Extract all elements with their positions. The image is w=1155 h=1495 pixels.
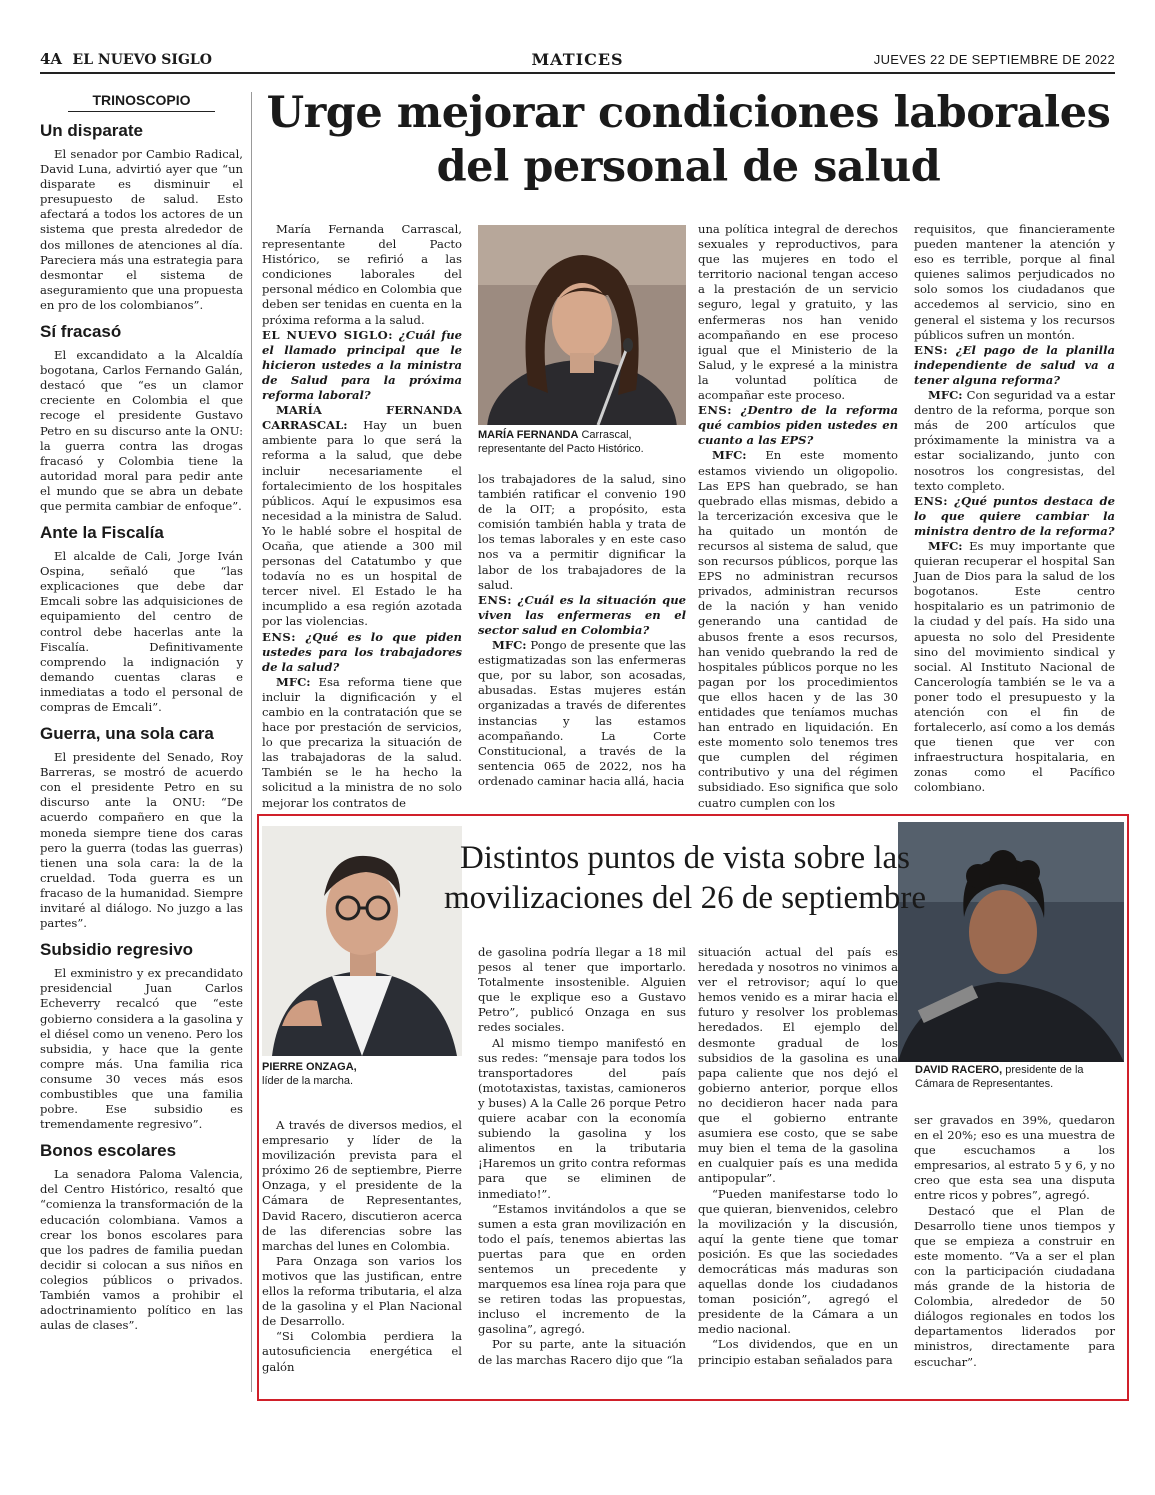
speaker-label: MARÍA FERNANDA CARRASCAL:: [262, 403, 462, 433]
paragraph: [698, 945, 898, 1187]
section-name: MATICES: [531, 50, 624, 69]
paragraph-text: Pongo de presente que las estigmatizadas son las enfermeras que, por su labor, son acosadas, abusadas. Estas mujeres están organizadas a través de diferentes instancias y las estamos acompañando. La Corte Constitucional, a través de la sentencia 065 de 2022, nos ha ordenado caminar hacia allá, hacia: [478, 638, 686, 788]
interview-question: [262, 328, 462, 403]
paragraph-text: Al mismo tiempo manifestó en sus redes: “mensaje para todos los transportadores del país (mototaxistas, taxistas, camioneros y buses) A la Calle 26 porque Petro quiere acabar con la economía subiendo la gasolina y los alimentos en la tributaria ¡Haremos un grito contra reformas para que se eliminen de inmediato!”.: [478, 1035, 686, 1201]
paragraph-text: “Estamos invitándolos a que se sumen a esta gran movilización en todo el país, tenemos abiertas las puertas para que en orden sentemos un precedente y marquemos esa línea roja para que se retiren todas las propuestas, incluso el incremento de la gasolina”, agregó.: [478, 1201, 686, 1337]
column-divider: [251, 92, 252, 1392]
paragraph: [478, 1337, 686, 1367]
box-headline: [420, 838, 950, 918]
main-column-2: [478, 472, 686, 789]
paragraph-text: “Los dividendos, que en un principio estaban señalados para: [698, 1337, 898, 1367]
speaker-label: EL NUEVO SIGLO:: [262, 327, 393, 342]
speaker-label: ENS:: [698, 403, 733, 418]
page-number: 4A: [40, 50, 63, 68]
interview-question: [262, 630, 462, 675]
paragraph-text: A través de diversos medios, el empresario y líder de la movilización prevista para el próximo 26 de septiembre, Pierre Onzaga, y el presidente de la Cámara de Representantes, David Racero, discutieron acerca de las diferencias sobre las marchas del lunes en Colombia.: [262, 1118, 462, 1253]
speaker-label: MFC:: [492, 638, 527, 653]
main-column-3: [698, 222, 898, 811]
issue-date: JUEVES 22 DE SEPTIEMBRE DE 2022: [873, 52, 1115, 67]
paragraph-text: ser gravados en 39%, quedaron en el 20%; eso es una muestra de que escuchamos a los empresarios, al estrato 5 y 6, y no creo que esta sea una disputa entre ricos y pobres”, agregó.: [914, 1113, 1115, 1203]
box-column-1: [262, 1118, 462, 1375]
interview-question: [914, 494, 1115, 539]
main-headline-line2: del personal de salud: [436, 142, 941, 192]
paragraph-text: “Pueden manifestarse todo lo que quieran, bienvenidos, celebro la movilización y la discusión, aquí la gente tiene que tomar posición. Es que las sociedades democráticas más maduras son aquellas donde los ciudadanos toman posición”, agregó el presidente de la Cámara a un medio nacional.: [698, 1186, 898, 1337]
interview-question: [478, 593, 686, 638]
paragraph-text: Hay un buen ambiente para lo que será la reforma a la salud, que debe incluir necesariamente el fortalecimiento de los hospitales públicos. Aquí le expusimos esa necesidad a la ministra de Salud. Yo le hablé sobre el hospital de Ocaña, que atiende a 300 mil personas del Catatumbo y que todavía no es un hospital de tercer nivel. El Estado le ha incumplido a esa región azotada por las violencias.: [262, 418, 462, 629]
speaker-label: MFC:: [928, 538, 963, 553]
sidebar-trinoscopio: [40, 92, 243, 1333]
speaker-label: ENS:: [914, 493, 949, 508]
sidebar-item-body: El exministro y ex precandidato presidencial Juan Carlos Echeverry recalcó que “este gobierno considera a la gasolina y el diésel como un veneno. Pero los subsidia, y hace que la gente compre más. Una familia rica consume 30 veces más esos combustibles que una familia pobre. Ese subsidio es tremendamente regresivo”.: [40, 966, 243, 1132]
caption-text: líder de la marcha.: [262, 1075, 354, 1087]
paragraph-text: requisitos, que financieramente pueden mantener la atención y eso es terrible, porque al final quienes salimos perjudicados no solo somos los ciudadanos que accedemos al servicio, sino en general el sistema y los recursos públicos sufren un montón.: [914, 222, 1115, 342]
paragraph-text: ¿Qué puntos destaca de lo que quiere cambiar la ministra dentro de la reforma?: [914, 493, 1115, 538]
paragraph: [914, 1113, 1115, 1204]
speaker-label: MFC:: [276, 674, 311, 689]
paragraph: [262, 675, 462, 811]
caption-name: DAVID RACERO,: [915, 1064, 1003, 1076]
paragraph: [262, 403, 462, 629]
main-column-4: [914, 222, 1115, 796]
caption-text: presidente de la Cámara de Representantes.: [915, 1064, 1084, 1090]
paragraph-text: ¿Cuál fue el llamado principal que le hicieron ustedes a la ministra de Salud para la próxima reforma laboral?: [262, 327, 462, 403]
speaker-label: MFC:: [928, 388, 963, 403]
caption-name: MARÍA FERNANDA: [478, 429, 579, 441]
speaker-label: ENS:: [262, 629, 297, 644]
paragraph-text: situación actual del país es heredada y nosotros no vinimos a ver el retrovisor; aquí lo que hemos venido es a mirar hacia el futuro y resolver los problemas heredados. El ejemplo del desmonte gradual de los subsidios de la gasolina es una papa caliente que nos dejó el gobierno anterior, porque ellos no decidieron hacer nada para que el gobierno entrante asumiera ese costo, que se sabe muy bien el tema de la gasolina en cualquier país es una medida antipopular”.: [698, 945, 898, 1186]
paragraph: [262, 1118, 462, 1254]
sidebar-items: [40, 121, 243, 1333]
paragraph: [262, 1254, 462, 1329]
main-column-1: [262, 222, 462, 811]
header-rule: [40, 72, 1115, 74]
paragraph: [478, 638, 686, 789]
speaker-label: ENS:: [478, 592, 513, 607]
interview-question: [914, 343, 1115, 388]
paragraph: [698, 1187, 898, 1338]
paragraph-text: ¿El pago de la planilla independiente de salud va a tener alguna reforma?: [914, 342, 1115, 387]
paragraph-text: ¿Cuál es la situación que viven las enfermeras en el sector salud en Colombia?: [478, 592, 686, 637]
paragraph: [914, 388, 1115, 494]
paragraph-text: Es muy importante que quieran recuperar el hospital San Juan de Dios para la salud de los bogotanos. Este centro hospitalario es un patrimonio de la ciudad y del país. Ha sido una apuesta no solo del Presidente sino del movimiento sindical y social. Al Instituto Nacional de Cancerología también se le va a poner todo el presupuesto y la atención con el fin de fortalecerlo, así como a los demás que tienen que ver con infraestructura hospitalaria, en zonas como el Pacífico colombiano.: [914, 538, 1115, 795]
paragraph: [262, 1329, 462, 1374]
paragraph: [914, 539, 1115, 796]
caption-name: PIERRE ONZAGA,: [262, 1061, 357, 1073]
paragraph-text: ¿Dentro de la reforma qué cambios piden ustedes en cuanto a las EPS?: [698, 403, 898, 448]
speaker-label: ENS:: [914, 342, 949, 357]
paragraph-text: Con seguridad va a estar dentro de la reforma, porque son más de 200 artículos que próximamente la ministra va a estar socializando, junto con nosotros los congresistas, del texto completo.: [914, 388, 1115, 493]
photo-caption-carrascal: [478, 428, 686, 456]
sidebar-item-title: Sí fracasó: [40, 322, 122, 342]
paragraph-text: ¿Qué es lo que piden ustedes para los trabajadores de la salud?: [262, 629, 462, 674]
sidebar-item-title: Un disparate: [40, 121, 143, 140]
paragraph: [262, 222, 462, 328]
paragraph-text: Por su parte, ante la situación de las marchas Racero dijo que “la: [478, 1337, 686, 1367]
paragraph: [698, 1337, 898, 1367]
box-column-2: [478, 945, 686, 1368]
paragraph: [478, 472, 686, 593]
sidebar-kicker: TRINOSCOPIO: [68, 92, 215, 112]
paragraph: [478, 945, 686, 1036]
main-headline: [262, 86, 1115, 194]
sidebar-item-title: Bonos escolares: [40, 1141, 177, 1161]
speaker-label: MFC:: [712, 448, 747, 463]
paragraph: [478, 1202, 686, 1338]
photo-caption-racero: [915, 1063, 1125, 1091]
main-headline-line1: Urge mejorar condiciones laborales: [266, 88, 1111, 138]
sidebar-item-body: El presidente del Senado, Roy Barreras, se mostró de acuerdo con el presidente Petro en su discurso ante la ONU: “De acuerdo compañero en que la moneda siempre tiene dos caras pero la guerra (todas las guerras) tienen una sola cara: la de la crueldad. Toda guerra es un fracaso de la humanidad. Siempre invitaré al diálogo. No juzgo a las partes”.: [40, 750, 243, 931]
box-headline-line1: Distintos puntos de vista sobre las: [459, 840, 911, 876]
box-column-4: [914, 1113, 1115, 1370]
paragraph-text: “Si Colombia perdiera la autosuficiencia energética el galón: [262, 1329, 462, 1374]
interview-question: [698, 403, 898, 448]
photo-maria-fernanda-carrascal: [478, 225, 686, 425]
portrait-woman-icon: [478, 225, 686, 425]
sidebar-item-body: La senadora Paloma Valencia, del Centro Histórico, resaltó que “comienza la transformación de la educación colombiana. Vamos a crear los bonos escolares para que los padres de familia puedan decidir si colocan a sus niños en colegios públicos o privados. También vamos a prohibir el adoctrinamiento político en las aulas de clases”.: [40, 1167, 243, 1333]
paragraph-text: de gasolina podría llegar a 18 mil pesos al tener que importarlo. Totalmente insostenible. Alguien que le explique eso a Gustavo Petro”, publicó Onzaga en sus redes sociales.: [478, 945, 686, 1035]
box-column-3: [698, 945, 898, 1368]
paragraph-text: Esa reforma tiene que incluir la dignificación y el cambio en la contratación que se hace por prestación de servicios, lo que precariza la situación de las trabajadoras de la salud. También se le ha hecho la solicitud a la ministra de no solo mejorar los contratos de: [262, 674, 462, 810]
paragraph-text: una política integral de derechos sexuales y reproductivos, para que las mujeres en todo el territorio nacional tengan acceso a la prestación de un servicio seguro, legal y gratuito, y las enfermeras nos han venido acompañando en ese proceso igual que el Ministerio de la Salud, y le expresé a la ministra la voluntad política de acompañar este proceso.: [698, 222, 898, 403]
paragraph-text: En este momento estamos viviendo un oligopolio. Las EPS han quebrado, se han quebrado ellas mismas, debido a la tercerización excesiva que le ha quitado un montón de recursos al sistema de salud, que son recursos públicos, porque las EPS no administran recursos privados, administran recursos de la nación y han venido generando una cantidad de abusos frente a esos recursos, han venido quebrando la red de hospitales públicos porque no les pagan por los procedimientos que ellos hacen y de las 30 entidades que teníamos muchas han entrado en liquidación. En este momento solo tenemos tres que cumplen del régimen contributivo y una del régimen subsidiado. Eso significa que solo cuatro cumplen con los: [698, 448, 898, 810]
photo-caption-onzaga: [262, 1060, 462, 1088]
paragraph: [478, 1036, 686, 1202]
sidebar-item-body: El alcalde de Cali, Jorge Iván Ospina, señaló que “las explicaciones que debe dar Emcali sobre las adquisiciones de equipamiento del centro de control debe hacerlas ante la Fiscalía. Definitivamente comprendo la indignación y demando cuentas claras e inmediatas a todo el personal de compras de Emcali”.: [40, 549, 243, 714]
paragraph: [698, 448, 898, 810]
caption-text: Carrascal, representante del Pacto Histórico.: [478, 429, 644, 455]
newspaper-name: EL NUEVO SIGLO: [72, 52, 212, 68]
paragraph: [914, 1204, 1115, 1370]
sidebar-item-title: Guerra, una sola cara: [40, 724, 214, 744]
paragraph-text: los trabajadores de la salud, sino también ratificar el convenio 190 de la OIT; a propósito, esta comisión también habla y trata de los temas laborales y en este caso nos va a permitir dignificar la labor de los trabajadores de la salud.: [478, 472, 686, 592]
sidebar-item-body: El senador por Cambio Radical, David Luna, advirtió ayer que “un disparate es disminuir el presupuesto de salud. Esto afectará a todos los actores de un sistema que presta alrededor de dos millones de atenciones al día. Pareciera más una estrategia para desmontar el sistema de aseguramiento que una propuesta en pro de los colombianos”.: [40, 147, 243, 312]
sidebar-item-body: El excandidato a la Alcaldía bogotana, Carlos Fernando Galán, destacó que “es un clamor creciente en Colombia el que recoge el presidente Gustavo Petro en su discurso ante la ONU: la guerra contra las drogas fracasó y Colombia tiene la autoridad moral para pedir ante el mundo que se abra un debate que permita cambiar de enfoque”.: [40, 348, 243, 513]
paragraph-text: Para Onzaga son varios los motivos que las justifican, entre ellos la reforma tributaria, el alza de la gasolina y el Plan Nacional de Desarrollo.: [262, 1253, 462, 1329]
box-headline-line2: movilizaciones del 26 de septiembre: [443, 880, 926, 916]
sidebar-item-title: Ante la Fiscalía: [40, 523, 164, 543]
paragraph-text: María Fernanda Carrascal, representante del Pacto Histórico, se refirió a las condiciones laborales del personal médico en Colombia que deben ser tenidas en cuenta en la próxima reforma a la salud.: [262, 222, 462, 327]
paragraph: [914, 222, 1115, 343]
paragraph: [698, 222, 898, 403]
paragraph-text: Destacó que el Plan de Desarrollo tiene unos tiempos y que se empieza a construir en este momento. “Va a ser el plan con la participación ciudadana más grande de la historia de Colombia, alrededor de 50 diálogos regionales en todos los departamentos liderados por ministros, directamente para escuchar”.: [914, 1203, 1115, 1369]
sidebar-item-title: Subsidio regresivo: [40, 940, 194, 960]
